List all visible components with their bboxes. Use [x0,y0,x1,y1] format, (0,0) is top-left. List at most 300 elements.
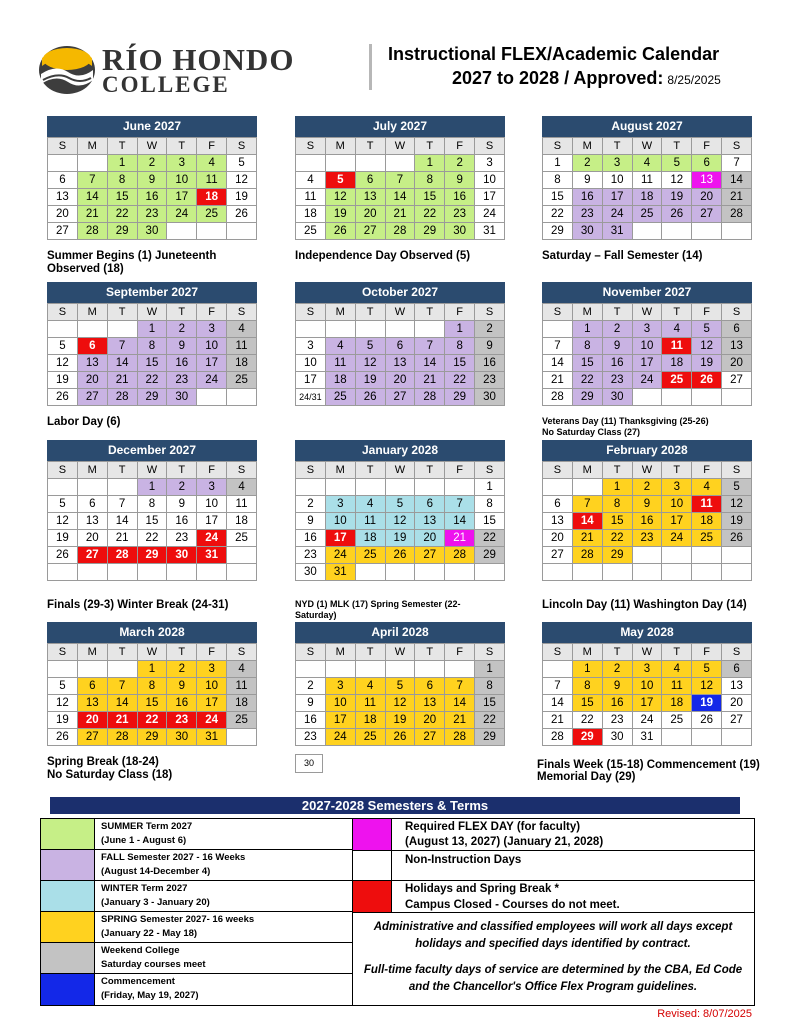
note-june: Summer Begins (1) Juneteenth Observed (18) [47,250,217,275]
day-cell: 10 [662,496,692,513]
day-cell: 20 [415,712,445,729]
day-cell: 25 [296,223,326,240]
day-cell: 2 [296,678,326,695]
day-cell: 22 [602,530,632,547]
day-cell: 2 [167,479,197,496]
legend-fall-title: FALL Semester 2027 - 16 Weeks [101,852,246,863]
day-cell: 30 [475,389,505,406]
weekday-label: T [355,644,385,661]
header-divider [369,44,372,90]
day-cell: 29 [602,547,632,564]
day-cell: 14 [107,695,137,712]
weekday-header-row [543,462,752,479]
day-cell: 10 [632,338,662,355]
day-cell: 22 [107,206,137,223]
day-cell: 30 [137,223,167,240]
day-cell: 9 [445,172,475,189]
day-cell: 23 [167,530,197,547]
day-cell: 5 [48,338,78,355]
day-cell: 8 [137,496,167,513]
note-november-1: Veterans Day (11) Thanksgiving (25-26) [542,416,709,426]
week-row [543,355,752,372]
day-cell [475,564,505,581]
week-row [48,530,257,547]
day-cell: 19 [385,712,415,729]
day-cell: 14 [107,355,137,372]
day-cell: 24 [325,729,355,746]
logo-emblem-icon [38,44,96,96]
day-cell: 16 [572,189,602,206]
day-cell [722,547,752,564]
month-grid [295,461,505,581]
week-row [543,321,752,338]
day-cell: 6 [722,661,752,678]
weekday-header-row [48,644,257,661]
day-cell: 9 [167,496,197,513]
weekday-label: T [355,138,385,155]
day-cell: 31 [325,564,355,581]
fall-swatch [41,850,95,880]
approved-date: 8/25/2025 [667,73,721,87]
admin-note: Administrative and classified employees will work all days except holidays and specified days identified by contract. [373,921,733,950]
day-cell: 22 [415,206,445,223]
day-cell: 26 [325,223,355,240]
day-cell [415,564,445,581]
day-cell: 11 [355,695,385,712]
week-row [543,564,752,581]
day-cell: 5 [48,678,78,695]
weekday-header-row [48,304,257,321]
day-cell: 12 [722,496,752,513]
weekday-header-row [296,644,505,661]
day-cell: 2 [296,496,326,513]
note-february: Lincoln Day (11) Washington Day (14) [542,599,747,611]
day-cell [385,321,415,338]
weekday-label: S [48,462,78,479]
note-march-1: Spring Break (18-24) [47,756,159,768]
legend-summer-dates: (June 1 - August 6) [101,835,187,846]
weekday-label: W [632,644,662,661]
day-cell: 2 [137,155,167,172]
day-cell: 21 [107,372,137,389]
weekday-label: T [602,304,632,321]
day-cell: 15 [137,695,167,712]
day-cell: 21 [445,712,475,729]
month-grid [542,643,752,746]
day-cell [355,479,385,496]
day-cell: 3 [325,678,355,695]
weekday-label: M [325,462,355,479]
week-row [48,172,257,189]
day-cell [692,547,722,564]
weekday-label: S [48,138,78,155]
weekday-label: S [543,644,573,661]
day-cell: 25 [197,206,227,223]
day-cell: 17 [602,189,632,206]
week-row [296,547,505,564]
day-cell: 28 [77,223,107,240]
weekday-label: F [445,138,475,155]
day-cell: 24 [632,712,662,729]
day-cell: 17 [475,189,505,206]
day-cell: 22 [137,530,167,547]
day-cell: 2 [632,479,662,496]
day-cell: 13 [692,172,722,189]
weekday-label: W [385,644,415,661]
day-cell [227,729,257,746]
day-cell: 28 [543,729,573,746]
day-cell: 4 [325,338,355,355]
week-row [48,155,257,172]
weekday-label: T [107,462,137,479]
day-cell: 3 [632,661,662,678]
weekday-label: S [722,138,752,155]
day-cell: 13 [543,513,573,530]
summer-swatch [41,819,95,849]
day-cell: 27 [415,547,445,564]
month-title: May 2028 [542,622,752,643]
day-cell: 10 [197,496,227,513]
day-cell: 20 [77,712,107,729]
note-july: Independence Day Observed (5) [295,250,471,262]
day-cell: 19 [227,189,257,206]
week-row [296,564,505,581]
right-swatch-divider [391,819,392,912]
day-cell [722,223,752,240]
day-cell: 23 [632,530,662,547]
day-cell: 29 [475,547,505,564]
day-cell: 17 [197,355,227,372]
month-calendar-december-2027 [47,440,257,581]
day-cell: 10 [296,355,326,372]
day-cell: 11 [632,172,662,189]
day-cell: 25 [662,372,692,389]
day-cell: 27 [77,729,107,746]
day-cell: 29 [572,729,602,746]
day-cell: 2 [602,661,632,678]
day-cell: 7 [415,338,445,355]
day-cell: 11 [227,496,257,513]
week-row [48,479,257,496]
day-cell: 23 [296,729,326,746]
day-cell: 11 [227,338,257,355]
day-cell: 19 [48,712,78,729]
day-cell: 1 [543,155,573,172]
month-title: April 2028 [295,622,505,643]
day-cell: 1 [572,661,602,678]
day-cell: 19 [662,189,692,206]
month-title: January 2028 [295,440,505,461]
weekday-label: T [167,644,197,661]
day-cell: 4 [296,172,326,189]
weekday-label: S [722,304,752,321]
day-cell [137,564,167,581]
day-cell: 29 [572,389,602,406]
weekday-label: T [167,138,197,155]
day-cell [632,223,662,240]
day-cell: 22 [475,530,505,547]
day-cell: 17 [325,712,355,729]
week-row [296,496,505,513]
month-grid [542,137,752,240]
weekday-label: T [167,462,197,479]
weekday-label: M [77,304,107,321]
weekday-header-row [296,462,505,479]
day-cell: 14 [543,355,573,372]
day-cell [662,389,692,406]
weekday-label: F [445,462,475,479]
day-cell: 29 [475,729,505,746]
day-cell: 27 [48,223,78,240]
day-cell: 7 [385,172,415,189]
day-cell: 16 [167,513,197,530]
week-row [296,321,505,338]
day-cell: 7 [543,338,573,355]
day-cell: 26 [662,206,692,223]
day-cell: 6 [355,172,385,189]
day-cell: 23 [572,206,602,223]
day-cell: 31 [197,729,227,746]
weekday-label: T [415,138,445,155]
day-cell: 20 [77,530,107,547]
day-cell: 2 [167,661,197,678]
week-row [296,155,505,172]
day-cell [48,321,78,338]
week-row [296,712,505,729]
day-cell: 9 [602,338,632,355]
winter-swatch [41,881,95,911]
day-cell: 26 [355,389,385,406]
day-cell: 10 [602,172,632,189]
weekday-header-row [296,138,505,155]
week-row [48,547,257,564]
weekday-label: W [385,138,415,155]
day-cell: 15 [415,189,445,206]
day-cell: 15 [543,189,573,206]
day-cell: 5 [722,479,752,496]
week-row [48,372,257,389]
day-cell: 17 [167,189,197,206]
week-row [543,729,752,746]
day-cell: 14 [415,355,445,372]
week-row [48,321,257,338]
day-cell: 4 [662,321,692,338]
day-cell [543,321,573,338]
day-cell: 9 [137,172,167,189]
weekday-label: W [137,138,167,155]
day-cell: 25 [632,206,662,223]
day-cell: 7 [572,496,602,513]
day-cell [197,223,227,240]
note-november-2: No Saturday Class (27) [542,427,641,437]
day-cell: 11 [197,172,227,189]
day-cell: 8 [445,338,475,355]
day-cell: 24 [325,547,355,564]
month-grid [295,303,505,406]
week-row [296,206,505,223]
day-cell: 8 [137,678,167,695]
week-row [48,513,257,530]
day-cell: 22 [137,372,167,389]
week-row [48,389,257,406]
day-cell: 5 [385,678,415,695]
weekday-label: F [197,462,227,479]
weekday-label: W [632,138,662,155]
day-cell: 31 [602,223,632,240]
day-cell: 22 [572,372,602,389]
day-cell [227,223,257,240]
day-cell: 22 [475,712,505,729]
week-row [296,223,505,240]
month-title: February 2028 [542,440,752,461]
day-cell: 11 [227,678,257,695]
week-row [296,172,505,189]
day-cell: 20 [48,206,78,223]
week-row [48,661,257,678]
day-cell: 19 [48,530,78,547]
day-cell: 17 [632,695,662,712]
month-title: December 2027 [47,440,257,461]
day-cell [602,564,632,581]
day-cell: 15 [475,513,505,530]
day-cell: 1 [137,479,167,496]
day-cell: 27 [692,206,722,223]
day-cell: 3 [662,479,692,496]
day-cell: 15 [602,513,632,530]
day-cell [107,661,137,678]
week-row [48,355,257,372]
day-cell: 21 [543,372,573,389]
day-cell [296,479,326,496]
week-row [48,678,257,695]
note-march-2: No Saturday Class (18) [47,769,173,781]
weekday-label: M [325,644,355,661]
day-cell: 30 [167,547,197,564]
week-row [296,389,505,406]
weekday-label: M [325,138,355,155]
day-cell: 5 [692,661,722,678]
month-calendar-october-2027 [295,282,505,406]
day-cell: 27 [355,223,385,240]
day-cell: 10 [167,172,197,189]
day-cell: 29 [445,389,475,406]
day-cell: 8 [602,496,632,513]
day-cell: 29 [137,547,167,564]
day-cell: 28 [572,547,602,564]
day-cell: 9 [167,678,197,695]
weekday-label: T [355,462,385,479]
week-row [296,729,505,746]
day-cell: 15 [137,513,167,530]
weekday-label: M [77,138,107,155]
day-cell: 24 [662,530,692,547]
month-calendar-february-2028 [542,440,752,581]
day-cell: 26 [227,206,257,223]
month-grid [295,137,505,240]
legend-row-summer [41,819,352,850]
day-cell: 28 [385,223,415,240]
day-cell [385,661,415,678]
day-cell: 17 [325,530,355,547]
day-cell [662,729,692,746]
day-cell: 4 [632,155,662,172]
day-cell [355,321,385,338]
day-cell: 30 [445,223,475,240]
day-cell: 6 [77,338,107,355]
day-cell: 4 [355,678,385,695]
day-cell: 24 [602,206,632,223]
day-cell: 18 [632,189,662,206]
day-cell: 6 [415,496,445,513]
legend-spring-title: SPRING Semester 2027- 16 weeks [101,914,255,925]
day-cell: 5 [227,155,257,172]
day-cell: 9 [167,338,197,355]
day-cell: 25 [227,712,257,729]
weekday-label: M [572,644,602,661]
week-row [543,513,752,530]
day-cell: 1 [137,321,167,338]
weekday-label: M [572,138,602,155]
day-cell: 3 [296,338,326,355]
day-cell: 7 [77,172,107,189]
weekday-label: F [692,462,722,479]
faculty-note: Full-time faculty days of service are determined by the CBA, Ed Code and the Chancellor's Office Flex Program guidelines. [363,964,743,993]
day-cell: 5 [355,338,385,355]
day-cell: 19 [692,355,722,372]
non-instruction-swatch [353,851,391,880]
day-cell: 15 [445,355,475,372]
note-august: Saturday – Fall Semester (14) [542,250,703,262]
day-cell: 20 [543,530,573,547]
day-cell: 13 [355,189,385,206]
day-cell: 6 [77,496,107,513]
day-cell: 9 [572,172,602,189]
day-cell: 9 [475,338,505,355]
month-calendar-may-2028 [542,622,752,746]
weekday-label: T [662,644,692,661]
day-cell: 30 [572,223,602,240]
day-cell: 9 [296,513,326,530]
day-cell: 22 [137,712,167,729]
weekday-label: T [415,462,445,479]
day-cell: 27 [415,729,445,746]
day-cell: 29 [137,729,167,746]
day-cell: 16 [632,513,662,530]
day-cell: 1 [107,155,137,172]
day-cell: 2 [475,321,505,338]
day-cell: 15 [107,189,137,206]
day-cell [77,155,107,172]
day-cell: 25 [355,547,385,564]
day-cell [662,547,692,564]
day-cell: 20 [415,530,445,547]
legend-heading: 2027-2028 Semesters & Terms [50,797,740,814]
day-cell: 6 [543,496,573,513]
day-cell: 26 [48,547,78,564]
day-cell: 13 [77,513,107,530]
day-cell: 26 [48,729,78,746]
day-cell: 12 [227,172,257,189]
weekday-label: T [107,304,137,321]
day-cell [662,564,692,581]
day-cell: 29 [107,223,137,240]
week-row [543,338,752,355]
day-cell [296,321,326,338]
day-cell [77,321,107,338]
day-cell [632,547,662,564]
flex-day-swatch [353,819,391,850]
week-row [543,530,752,547]
